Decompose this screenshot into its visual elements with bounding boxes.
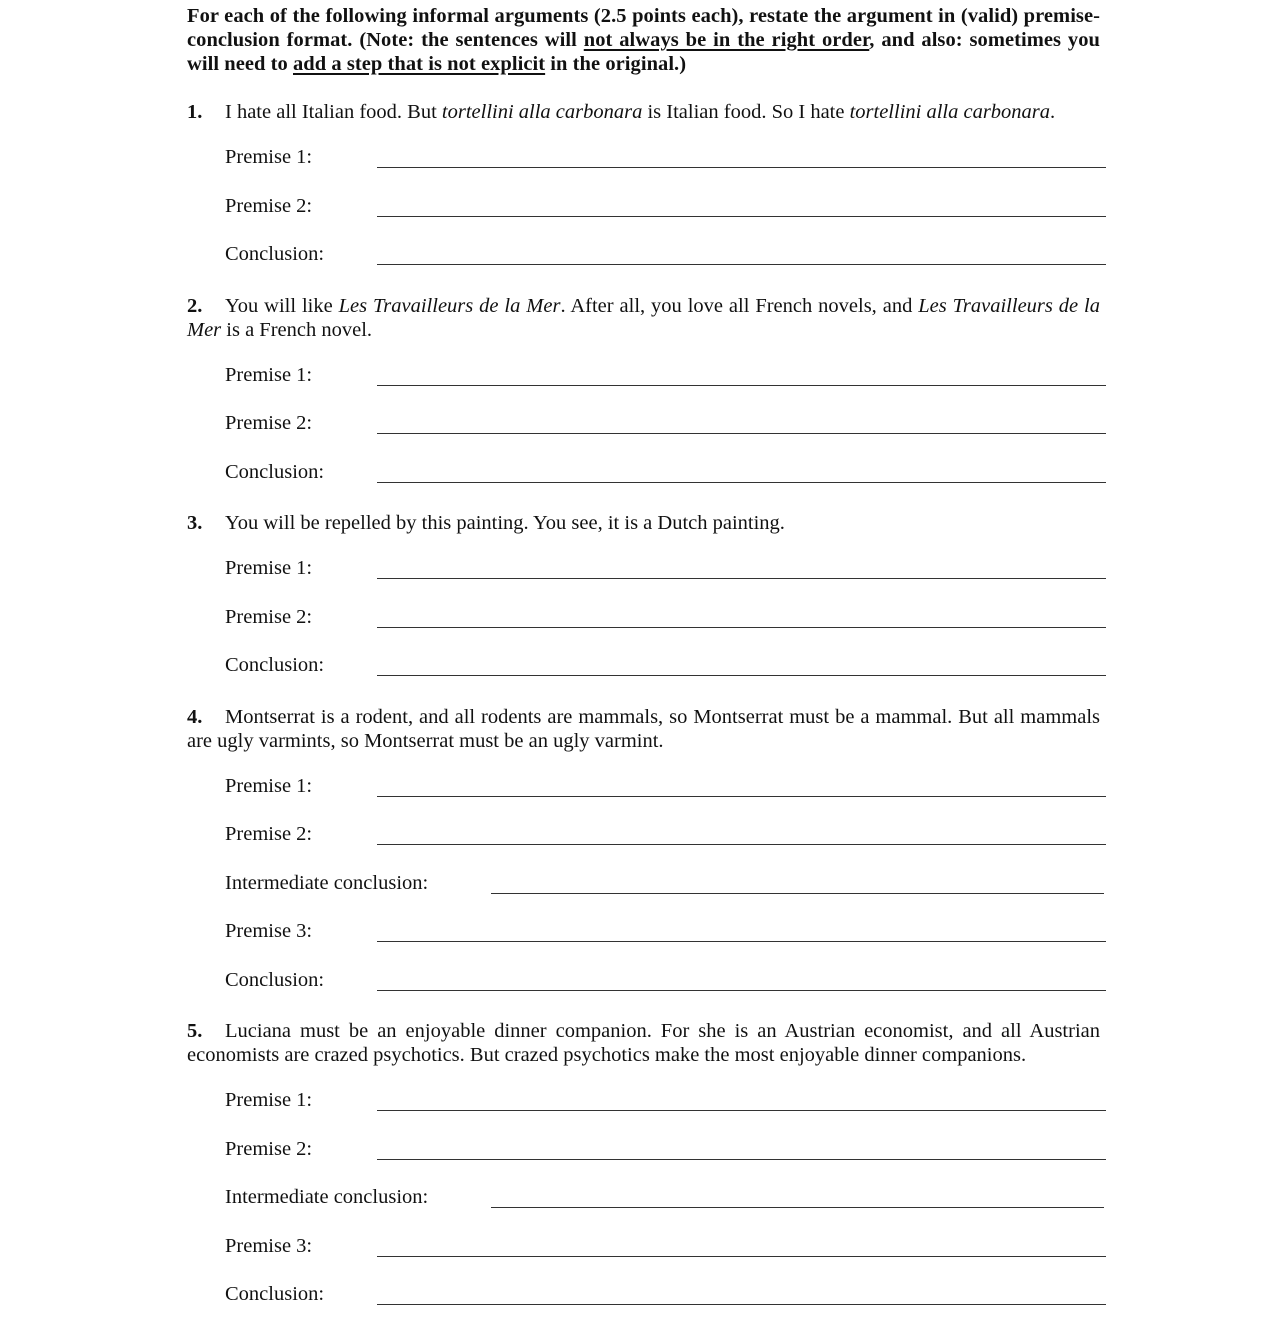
premise-2-label: Premise 2: xyxy=(225,194,313,217)
premise-1-label: Premise 1: xyxy=(225,774,313,797)
question-2 xyxy=(187,294,1100,342)
question-number: 3. xyxy=(187,512,203,534)
q2-premise-1-blank[interactable] xyxy=(377,385,1106,386)
q4-premise-1-row xyxy=(225,753,1100,802)
instructions-text: , and also: sometimes you will need to xyxy=(187,29,1100,75)
conclusion-label: Conclusion: xyxy=(225,460,325,483)
q1-premise-2-blank[interactable] xyxy=(377,216,1106,217)
q2-conclusion-blank[interactable] xyxy=(377,482,1106,483)
q1-conclusion-row xyxy=(225,221,1100,270)
question-text: is Italian food. So I hate xyxy=(642,101,850,123)
question-italic: Les Travailleurs de la Mer xyxy=(338,294,561,317)
q4-intermediate-blank[interactable] xyxy=(491,893,1104,894)
conclusion-label: Conclusion: xyxy=(225,654,325,676)
q5-premise-2-row xyxy=(225,1116,1100,1165)
premise-2-label: Premise 2: xyxy=(225,823,313,845)
conclusion-label: Conclusion: xyxy=(225,243,325,265)
question-1 xyxy=(187,100,1100,124)
instructions xyxy=(187,4,1100,76)
q1-conclusion-blank[interactable] xyxy=(377,264,1106,265)
q3-conclusion-row xyxy=(225,632,1100,681)
worksheet-page xyxy=(187,4,1100,1310)
intermediate-conclusion-label: Intermediate conclusion: xyxy=(225,1186,429,1208)
q4-premise-3-blank[interactable] xyxy=(377,941,1106,942)
question-italic: Les Travailleurs de la Mer xyxy=(187,294,1100,341)
question-text: You will like xyxy=(225,294,339,317)
question-3 xyxy=(187,511,1100,535)
question-number: 4. xyxy=(187,705,203,728)
q3-premise-1-row xyxy=(225,535,1100,584)
conclusion-label: Conclusion: xyxy=(225,1283,325,1305)
instructions-text: For each of the following informal arguments (2.5 points each), restate the argument in (valid) premise-conclusion format. (Note: the sentences will xyxy=(187,5,1100,51)
premise-2-label: Premise 2: xyxy=(225,1137,313,1160)
question-italic: tortellini alla carbonara xyxy=(849,101,1051,123)
question-text: Montserrat is a rodent, and all rodents are mammals, so Montserrat must be a mammal. But all mammals are ugly varmints, so Montserrat must be an ugly varmint. xyxy=(187,705,1100,752)
q3-premise-1-blank[interactable] xyxy=(377,578,1106,579)
question-number: 5. xyxy=(187,1020,203,1042)
q4-conclusion-blank[interactable] xyxy=(377,990,1106,991)
q1-premise-1-row xyxy=(225,124,1100,173)
q5-conclusion-blank[interactable] xyxy=(377,1304,1106,1305)
q5-premise-1-row xyxy=(225,1067,1100,1116)
premise-1-label: Premise 1: xyxy=(225,363,313,386)
question-5 xyxy=(187,1019,1100,1067)
premise-1-label: Premise 1: xyxy=(225,146,313,168)
q3-premise-2-blank[interactable] xyxy=(377,627,1106,628)
q2-premise-2-row xyxy=(225,390,1100,439)
instructions-underlined-order: not always be in the right order xyxy=(583,29,870,51)
q4-intermediate-row xyxy=(225,850,1100,899)
q1-premise-2-row xyxy=(225,173,1100,222)
instructions-underlined-step: add a step that is not explicit xyxy=(293,53,546,75)
question-text: Luciana must be an enjoyable dinner companion. For she is an Austrian economist, and all Austrian economists are crazed psychotics. But crazed psychotics make the most enjoyable dinner companions. xyxy=(187,1020,1100,1066)
q4-premise-3-row xyxy=(225,898,1100,947)
premise-2-label: Premise 2: xyxy=(225,605,313,628)
premise-3-label: Premise 3: xyxy=(225,1234,313,1257)
q4-premise-2-row xyxy=(225,801,1100,850)
q5-intermediate-blank[interactable] xyxy=(491,1207,1104,1208)
q5-premise-3-row xyxy=(225,1213,1100,1262)
q4-premise-2-blank[interactable] xyxy=(377,844,1106,845)
question-4 xyxy=(187,705,1100,753)
q2-premise-2-blank[interactable] xyxy=(377,433,1106,434)
question-text: You will be repelled by this painting. You see, it is a Dutch painting. xyxy=(225,512,785,534)
instructions-text: in the original.) xyxy=(545,53,687,75)
q5-premise-3-blank[interactable] xyxy=(377,1256,1106,1257)
q5-premise-2-blank[interactable] xyxy=(377,1159,1106,1160)
premise-1-label: Premise 1: xyxy=(225,1089,313,1111)
question-number: 2. xyxy=(187,294,203,317)
question-italic: tortellini alla carbonara xyxy=(441,101,643,123)
premise-3-label: Premise 3: xyxy=(225,920,313,942)
q2-premise-1-row xyxy=(225,342,1100,391)
premise-2-label: Premise 2: xyxy=(225,412,313,434)
premise-1-label: Premise 1: xyxy=(225,557,313,579)
intermediate-conclusion-label: Intermediate conclusion: xyxy=(225,871,429,894)
q3-conclusion-blank[interactable] xyxy=(377,675,1106,676)
q4-premise-1-blank[interactable] xyxy=(377,796,1106,797)
question-text: . xyxy=(1050,101,1056,123)
question-text: . After all, you love all French novels, and xyxy=(560,294,919,317)
question-number: 1. xyxy=(187,101,203,123)
q1-premise-1-blank[interactable] xyxy=(377,167,1106,168)
question-text: I hate all Italian food. But xyxy=(225,101,442,123)
q3-premise-2-row xyxy=(225,584,1100,633)
conclusion-label: Conclusion: xyxy=(225,968,325,991)
q5-premise-1-blank[interactable] xyxy=(377,1110,1106,1111)
question-text: is a French novel. xyxy=(221,318,373,341)
q2-conclusion-row xyxy=(225,439,1100,488)
q5-conclusion-row xyxy=(225,1261,1100,1310)
q4-conclusion-row xyxy=(225,947,1100,996)
q5-intermediate-row xyxy=(225,1164,1100,1213)
